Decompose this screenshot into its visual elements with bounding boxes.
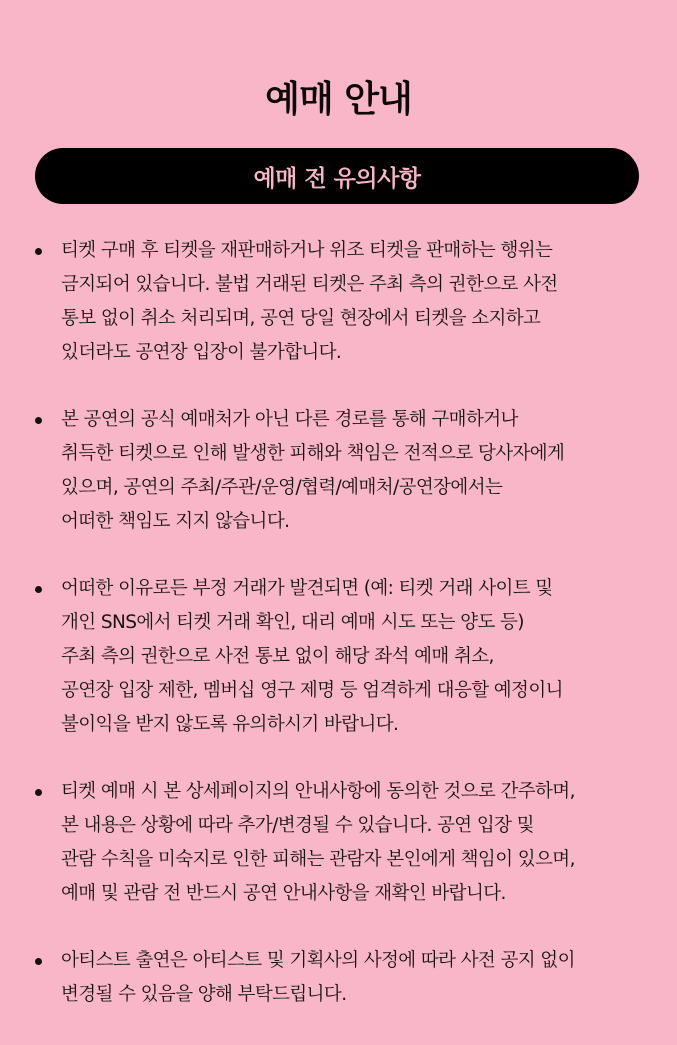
page-title: 예매 안내 <box>265 79 412 121</box>
notice-line: 티켓 예매 시 본 상세페이지의 안내사항에 동의한 것으로 간주하며, <box>61 781 575 802</box>
bullet-icon <box>35 789 42 796</box>
notice-line: 본 내용은 상황에 따라 추가/변경될 수 있습니다. 공연 입장 및 <box>61 815 534 836</box>
notice-line: 변경될 수 있음을 양해 부탁드립니다. <box>61 984 347 1005</box>
section-label: 예매 전 유의사항 <box>253 165 421 192</box>
notice-line: 통보 없이 취소 처리되며, 공연 당일 현장에서 티켓을 소지하고 <box>61 308 541 329</box>
bullet-icon <box>35 586 42 593</box>
notice-line: 본 공연의 공식 예매처가 아닌 다른 경로를 통해 구매하거나 <box>61 409 518 430</box>
notice-line: 개인 SNS에서 티켓 거래 확인, 대리 예매 시도 또는 양도 등) <box>61 612 524 633</box>
section-banner <box>35 148 639 204</box>
notice-line: 관람 수칙을 미숙지로 인한 피해는 관람자 본인에게 책임이 있으며, <box>61 849 575 870</box>
notice-line: 취득한 티켓으로 인해 발생한 피해와 책임은 전적으로 당사자에게 <box>61 443 565 464</box>
notice-line: 공연장 입장 제한, 멤버십 영구 제명 등 엄격하게 대응할 예정이니 <box>61 680 563 701</box>
bullet-icon <box>35 417 42 424</box>
notice-line: 티켓 구매 후 티켓을 재판매하거나 위조 티켓을 판매하는 행위는 <box>61 240 553 261</box>
notice-line: 불이익을 받지 않도록 유의하시기 바랍니다. <box>61 714 399 735</box>
notice-line: 있더라도 공연장 입장이 불가합니다. <box>61 342 342 363</box>
notice-item <box>0 403 677 539</box>
notice-line: 아티스트 출연은 아티스트 및 기획사의 사정에 따라 사전 공지 없이 <box>61 950 575 971</box>
notice-item <box>0 775 677 911</box>
notice-line: 주최 측의 권한으로 사전 통보 없이 해당 좌석 예매 취소, <box>61 646 494 667</box>
notice-list <box>0 234 677 1045</box>
notice-item <box>0 572 677 742</box>
bullet-icon <box>35 958 42 965</box>
notice-line: 금지되어 있습니다. 불법 거래된 티켓은 주최 측의 권한으로 사전 <box>61 274 558 295</box>
notice-line: 어떠한 이유로든 부정 거래가 발견되면 (예: 티켓 거래 사이트 및 <box>61 578 553 599</box>
notice-line: 예매 및 관람 전 반드시 공연 안내사항을 재확인 바랍니다. <box>61 883 506 904</box>
bullet-icon <box>35 248 42 255</box>
notice-item <box>0 944 677 1012</box>
notice-line: 어떠한 책임도 지지 않습니다. <box>61 511 290 532</box>
notice-line: 있으며, 공연의 주최/주관/운영/협력/예매처/공연장에서는 <box>61 477 503 498</box>
notice-item <box>0 234 677 370</box>
